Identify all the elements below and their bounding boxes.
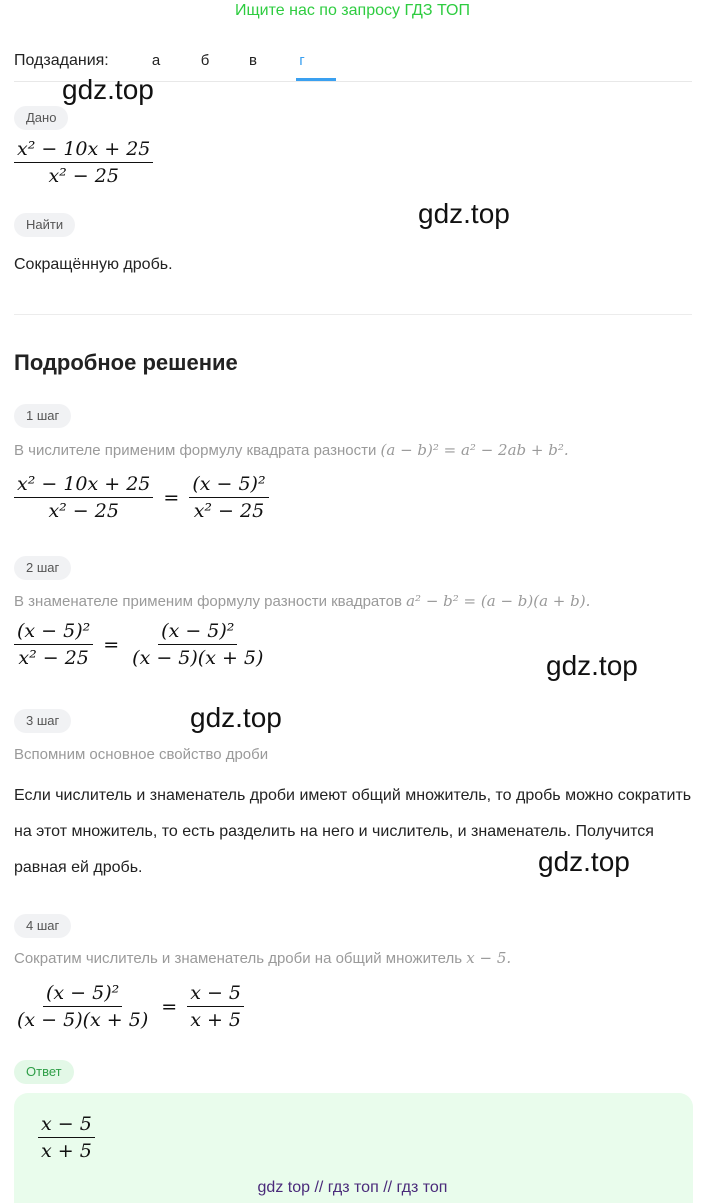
subtasks-label: Подзадания: — [14, 52, 109, 69]
find-text: Сокращённую дробь. — [14, 256, 173, 273]
step-1-equation — [14, 473, 269, 522]
step-3-text: Если числитель и знаменатель дроби имеют общий множитель, то дробь можно сократить на этот множитель, то есть разделить на него и числитель, и знаменатель. Получится равная ей дробь. — [14, 787, 692, 876]
watermark: gdz.top — [418, 198, 510, 229]
footer-links[interactable]: gdz top // гдз топ // гдз топ — [257, 1179, 448, 1196]
step-4-hint — [14, 949, 511, 967]
step-1-lhs-numerator: x² − 10x + 25 — [14, 473, 153, 498]
step-1-hint — [14, 441, 569, 459]
tab-b[interactable]: б — [200, 52, 210, 69]
step-4-hint-text: Сократим числитель и знаменатель дроби на общий множитель — [14, 950, 463, 967]
step-2-rhs-denominator: (x − 5)(x + 5) — [132, 647, 264, 669]
step-1-pill: 1 шаг — [14, 404, 71, 428]
step-2-hint — [14, 592, 590, 610]
section-divider — [14, 314, 692, 315]
watermark: gdz.top — [546, 650, 638, 681]
answer-denominator: x + 5 — [41, 1140, 92, 1162]
step-4-lhs-denominator: (x − 5)(x + 5) — [17, 1009, 149, 1031]
step-2-lhs-denominator: x² − 25 — [18, 647, 89, 669]
step-2-equation — [14, 620, 266, 669]
step-1-rhs-denominator: x² − 25 — [193, 500, 265, 522]
watermark: gdz.top — [62, 74, 154, 105]
find-pill: Найти — [14, 213, 75, 237]
step-1-hint-formula: (a − b)² = a² − 2ab + b². — [380, 441, 569, 459]
step-4-pill: 4 шаг — [14, 914, 71, 938]
given-pill: Дано — [14, 106, 68, 130]
equals-sign: = — [163, 486, 180, 509]
step-3-hint: Вспомним основное свойство дроби — [14, 746, 269, 763]
step-3-pill: 3 шаг — [14, 709, 71, 733]
step-4-rhs-numerator: x − 5 — [187, 982, 244, 1007]
step-2-hint-formula: a² − b² = (a − b)(a + b). — [406, 592, 591, 610]
answer-fraction — [38, 1113, 95, 1162]
step-4-lhs-numerator: (x − 5)² — [43, 982, 122, 1007]
step-1-lhs-denominator: x² − 25 — [48, 500, 119, 522]
step-2-pill: 2 шаг — [14, 556, 71, 580]
step-2-rhs-numerator: (x − 5)² — [158, 620, 237, 645]
step-2-hint-text: В знаменателе применим формулу разности квадратов — [14, 593, 402, 610]
search-banner: Ищите нас по запросу ГДЗ ТОП — [235, 2, 470, 19]
given-numerator: x² − 10x + 25 — [14, 138, 153, 163]
step-4-hint-formula: x − 5. — [466, 949, 512, 967]
step-1-rhs-numerator: (x − 5)² — [189, 473, 268, 498]
answer-numerator: x − 5 — [38, 1113, 95, 1138]
watermark: gdz.top — [538, 846, 630, 877]
watermark: gdz.top — [190, 702, 282, 733]
answer-pill: Ответ — [14, 1060, 74, 1084]
given-denominator: x² − 25 — [48, 165, 119, 187]
solution-title: Подробное решение — [14, 350, 238, 375]
tab-a[interactable]: а — [151, 52, 161, 69]
step-2-lhs-numerator: (x − 5)² — [14, 620, 93, 645]
step-4-equation — [14, 982, 244, 1031]
equals-sign: = — [103, 633, 120, 656]
tab-g[interactable]: г — [299, 52, 305, 69]
tab-v[interactable]: в — [249, 52, 257, 69]
step-4-rhs-denominator: x + 5 — [190, 1009, 241, 1031]
step-1-hint-text: В числителе применим формулу квадрата разности — [14, 442, 377, 459]
equals-sign: = — [161, 995, 178, 1018]
active-tab-indicator — [296, 78, 336, 81]
given-fraction — [14, 138, 153, 187]
